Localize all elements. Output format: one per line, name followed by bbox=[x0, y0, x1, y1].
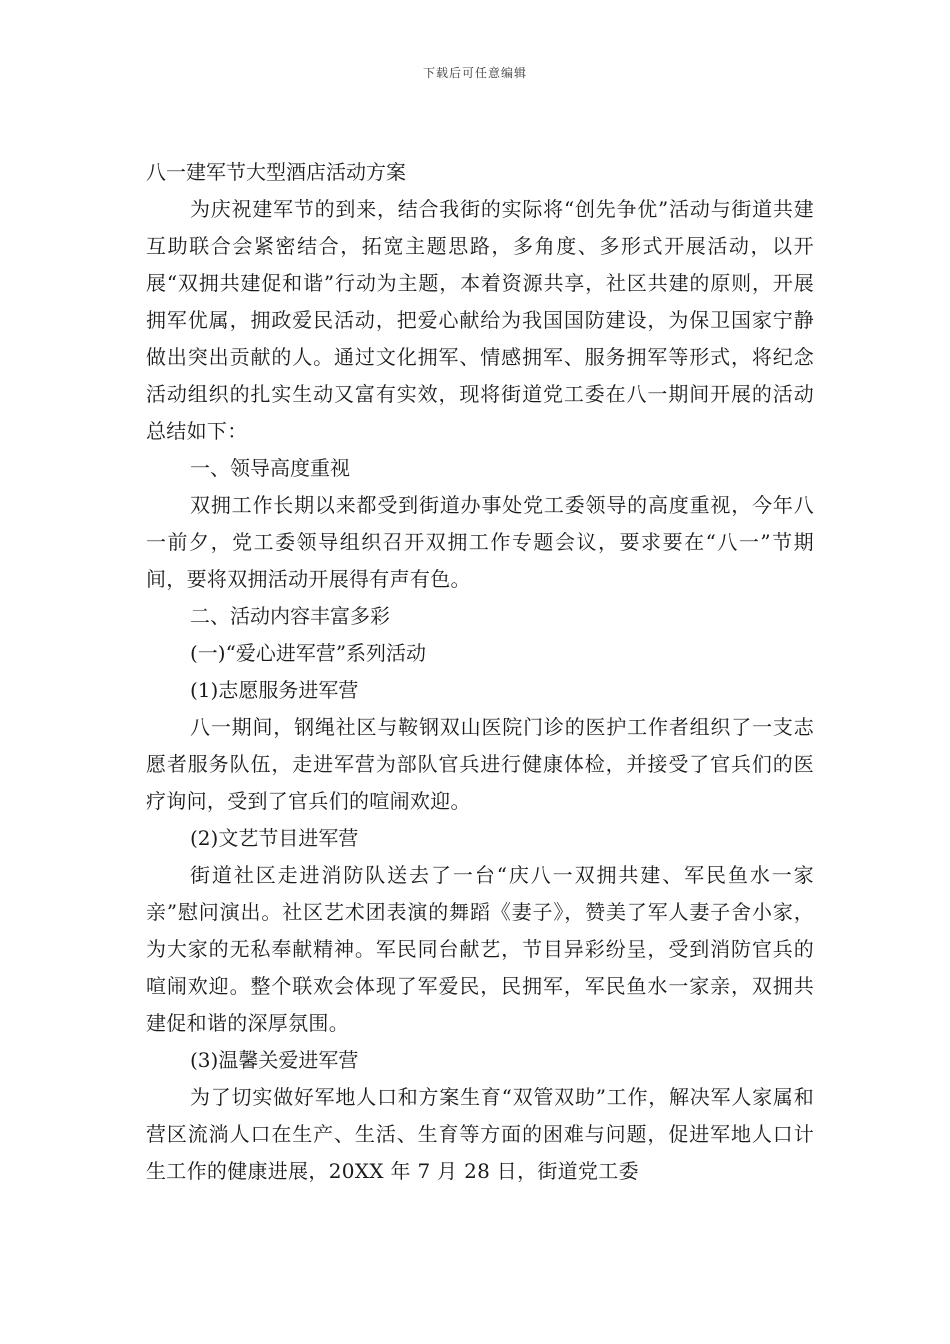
intro-paragraph: 为庆祝建军节的到来，结合我街的实际将“创先争优”活动与街道共建互助联合会紧密结合，拓宽主题思路，多角度、多形式开展活动，以开展“双拥共建促和谐”行动为主题，本着资源共享，社区共建的原则，开展拥军优属，拥政爱民活动，把爱心献给为我国国防建设，为保卫国家宁静做出突出贡献的人。通过文化拥军、情感拥军、服务拥军等形式，将纪念活动组织的扎实生动又富有实效，现将街道党工委在八一期间开展的活动总结如下： bbox=[146, 197, 814, 443]
document-title: 八一建军节大型酒店活动方案 bbox=[146, 160, 406, 184]
item-3-title: (3)温馨关爱进军营 bbox=[190, 1048, 359, 1072]
section-heading-1: 一、领导高度重视 bbox=[190, 456, 350, 480]
item-1-title: (1)志愿服务进军营 bbox=[190, 678, 359, 702]
header-note: 下载后可任意编辑 bbox=[422, 66, 527, 80]
item-2-paragraph: 街道社区走进消防队送去了一台“庆八一双拥共建、军民鱼水一家亲”慰问演出。社区艺术团表演的舞蹈《妻子》，赞美了军人妻子舍小家，为大家的无私奉献精神。军民同台献艺，节目异彩纷呈，受到消防官兵的喧闹欢迎。整个联欢会体现了军爱民，民拥军，军民鱼水一家亲，双拥共建促和谐的深厚氛围。 bbox=[146, 863, 814, 1035]
section-1-paragraph: 双拥工作长期以来都受到街道办事处党工委领导的高度重视，今年八一前夕，党工委领导组织召开双拥工作专题会议，要求要在“八一”节期间，要将双拥活动开展得有声有色。 bbox=[146, 493, 814, 591]
item-2-title: (2)文艺节目进军营 bbox=[190, 826, 359, 850]
document-body bbox=[146, 154, 814, 1190]
section-heading-2: 二、活动内容丰富多彩 bbox=[190, 604, 390, 628]
item-3-paragraph: 为了切实做好军地人口和方案生育“双管双助”工作，解决军人家属和营区流淌人口在生产、生活、生育等方面的困难与问题，促进军地人口计生工作的健康进展，20XX 年 7 月 28 日，街道党工委 bbox=[146, 1085, 814, 1183]
item-1-paragraph: 八一期间，钢绳社区与鞍钢双山医院门诊的医护工作者组织了一支志愿者服务队伍，走进军营为部队官兵进行健康体检，并接受了官兵们的医疗询问，受到了官兵们的喧闹欢迎。 bbox=[146, 715, 814, 813]
subsection-heading: (一)“爱心进军营”系列活动 bbox=[190, 641, 427, 665]
